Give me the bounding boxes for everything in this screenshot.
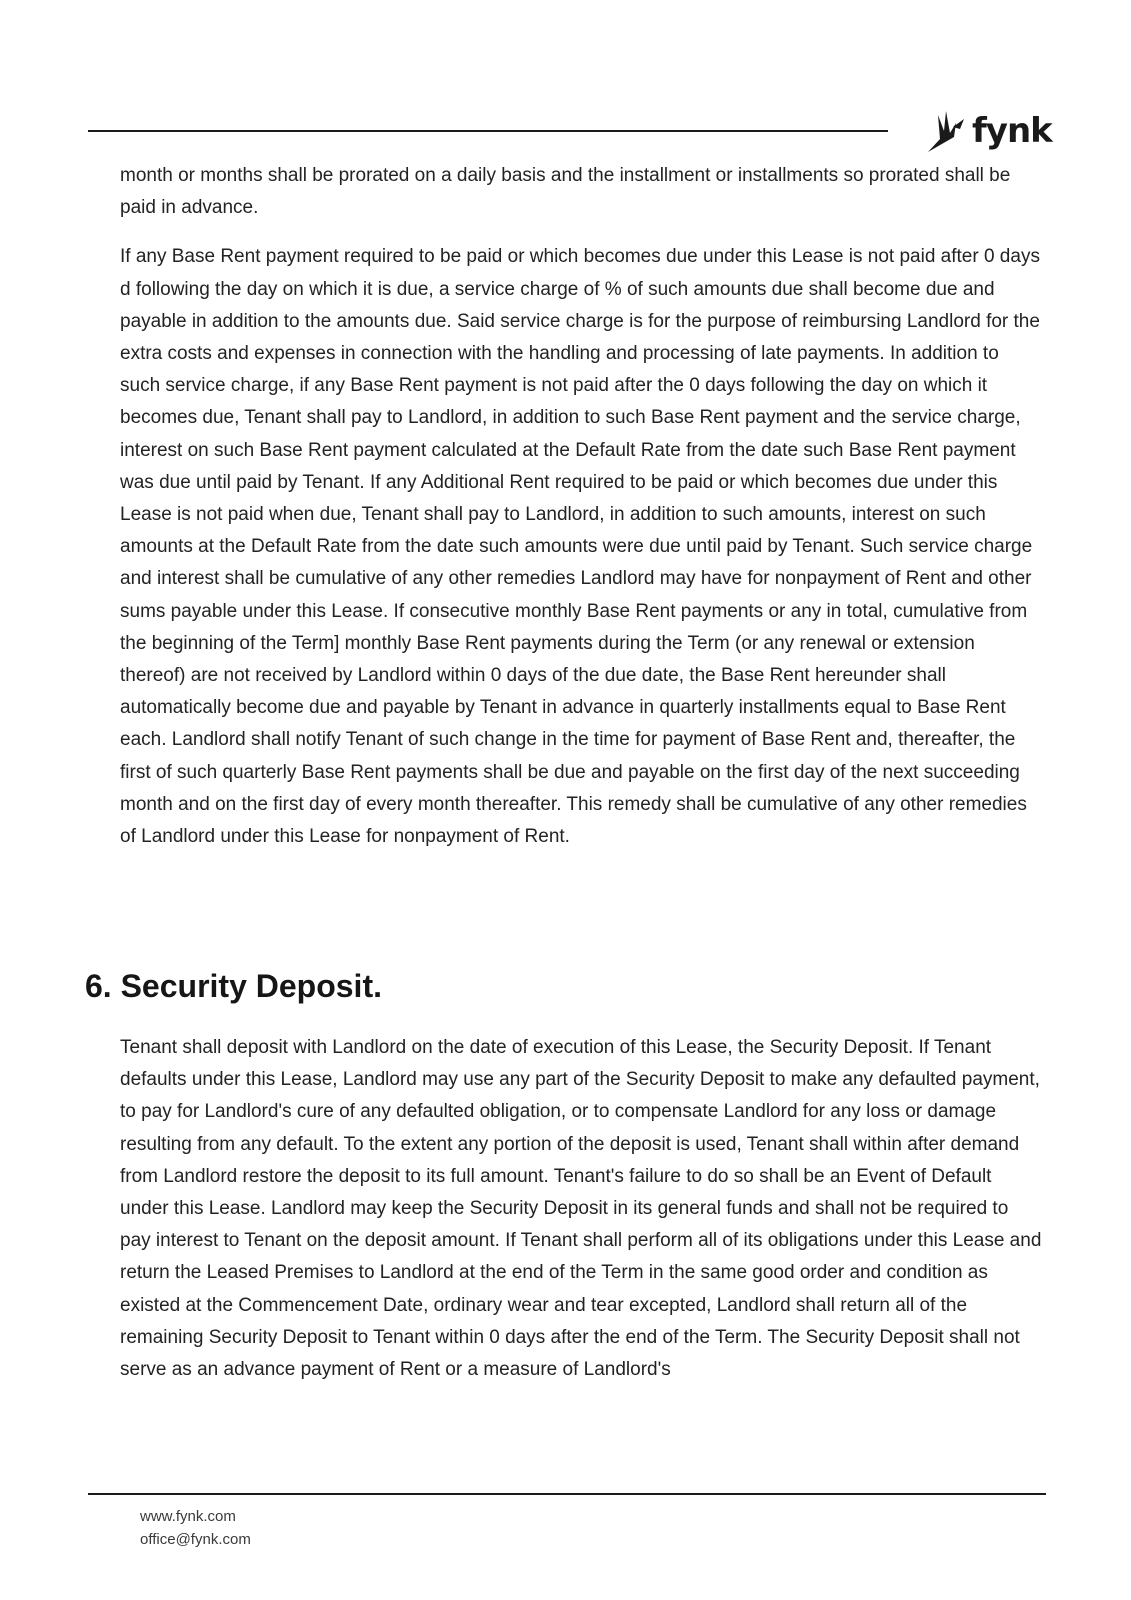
- paragraph: month or months shall be prorated on a daily basis and the installment or installments so prorated shall be paid in advance.: [120, 165, 1011, 219]
- paragraph: If any Base Rent payment required to be paid or which becomes due under this Lease is not paid after 0 days d following the day on which it is due, a service charge of % of such amounts due shall become due and payable in addition to the amounts due. Said service charge is for the purpose of reimbursing Landlord for the extra costs and expenses in connection with the handling and processing of late payments. In addition to such service charge, if any Base Rent payment is not paid after the 0 days following the day on which it becomes due, Tenant shall pay to Landlord, in addition to such Base Rent payment and the service charge, interest on such Base Rent payment calculated at the Default Rate from the date such Base Rent payment was due until paid by Tenant. If any Additional Rent required to be paid or which becomes due under this Lease is not paid when due, Tenant shall pay to Landlord, in addition to such amounts, interest on such amounts at the Default Rate from the date such amounts were due until paid by Tenant. Such service charge and interest shall be cumulative of any other remedies Landlord may have for nonpayment of Rent and other sums payable under this Lease. If consecutive monthly Base Rent payments or any in total, cumulative from the beginning of the Term] monthly Base Rent payments during the Term (or any renewal or extension thereof) are not received by Landlord within 0 days of the due date, the Base Rent hereunder shall automatically become due and payable by Tenant in advance in quarterly installments equal to Base Rent each. Landlord shall notify Tenant of such change in the time for payment of Base Rent and, thereafter, the first of such quarterly Base Rent payments shall be due and payable on the first day of the next succeeding month and on the first day of every month thereafter. This remedy shall be cumulative of any other remedies of Landlord under this Lease for nonpayment of Rent.: [120, 246, 1040, 848]
- section-body: [120, 1032, 1044, 1386]
- paragraph: Tenant shall deposit with Landlord on the date of execution of this Lease, the Security Deposit. If Tenant defaults under this Lease, Landlord may use any part of the Security Deposit to make any defaulted payment, to pay for Landlord's cure of any defaulted obligation, or to compensate Landlord for any loss or damage resulting from any default. To the extent any portion of the deposit is used, Tenant shall within after demand from Landlord restore the deposit to its full amount. Tenant's failure to do so shall be an Event of Default under this Lease. Landlord may keep the Security Deposit in its general funds and shall not be required to pay interest to Tenant on the deposit amount. If Tenant shall perform all of its obligations under this Lease and return the Leased Premises to Landlord at the end of the Term in the same good order and condition as existed at the Commencement Date, ordinary wear and tear excepted, Landlord shall return all of the remaining Security Deposit to Tenant within 0 days after the end of the Term. The Security Deposit shall not serve as an advance payment of Rent or a measure of Landlord's: [120, 1037, 1042, 1381]
- footer-website: www.fynk.com: [140, 1508, 236, 1525]
- section-heading: 6. Security Deposit.: [85, 968, 382, 1004]
- header-divider: [88, 130, 888, 132]
- footer-email: office@fynk.com: [140, 1531, 251, 1548]
- body-text: [120, 160, 1044, 853]
- footer: [140, 1505, 251, 1551]
- brand-name: fynk: [972, 111, 1052, 151]
- bird-icon: [926, 109, 966, 153]
- footer-divider: [88, 1493, 1046, 1495]
- brand-logo: [926, 108, 1052, 154]
